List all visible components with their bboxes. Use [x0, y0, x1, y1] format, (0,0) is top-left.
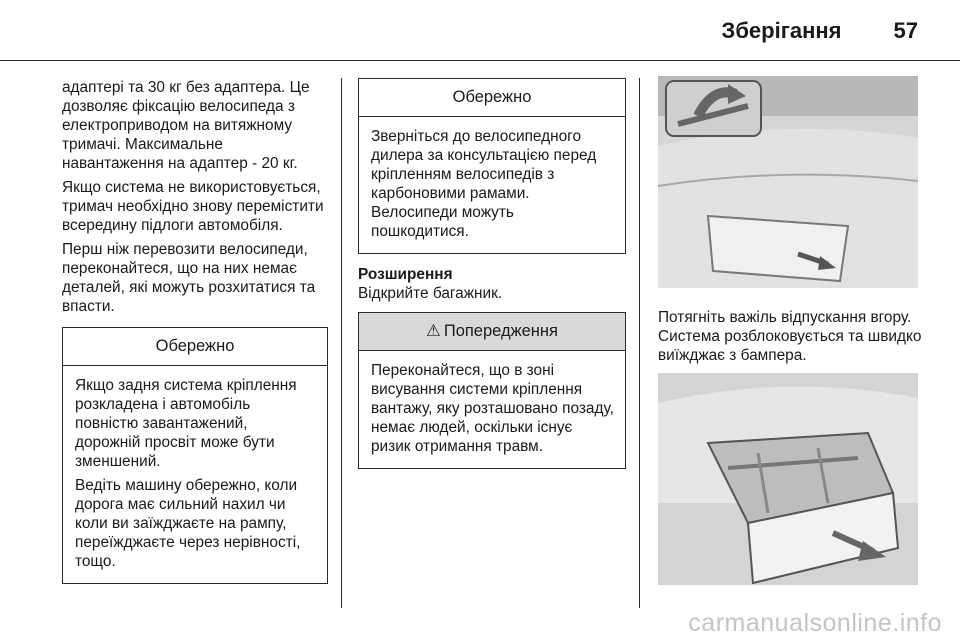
- column-3: [658, 76, 928, 585]
- illustration-extended-carrier: [658, 373, 918, 585]
- page-header: [722, 18, 918, 44]
- warning-triangle-icon: ⚠: [426, 322, 441, 340]
- warning-box: [358, 312, 626, 469]
- paragraph: Якщо система не використовується, тримач необхідно знову перемістити всередину підлоги автомобіля.: [62, 179, 324, 234]
- caution-text: Зверніться до велосипедного дилера за консультацією перед кріпленням велосипедів з карбоновими рамами. Велосипеди можуть пошкодитися.: [371, 128, 597, 240]
- caution-body: [63, 366, 327, 583]
- column-divider-1: [341, 78, 342, 608]
- header-rule: [0, 60, 960, 61]
- caution-heading: Обережно: [359, 79, 625, 117]
- illustration-release-lever: [658, 76, 918, 288]
- warning-body: [359, 351, 625, 468]
- caution-body: [359, 117, 625, 253]
- column-1: [62, 78, 328, 584]
- caution-text: Ведіть машину обережно, коли дорога має сильний нахил чи коли ви заїжджаєте на рампу, переїжджаєте через нерівності, тощо.: [75, 477, 301, 570]
- column-2: [358, 78, 626, 469]
- figure-caption: Потягніть важіль відпускання вгору. Система розблоковується та швидко виїжджає з бампера.: [658, 309, 922, 364]
- watermark: carmanualsonline.info: [688, 609, 942, 637]
- warning-text: Переконайтеся, що в зоні висування системи кріплення вантажу, яку розташовано позаду, немає людей, оскільки існує ризик отримання травм.: [371, 362, 614, 455]
- column-divider-2: [639, 78, 640, 608]
- caution-box: [62, 327, 328, 584]
- caution-text: Якщо задня система кріплення розкладена і автомобіль повністю завантажений, дорожній просвіт може бути зменшений.: [75, 377, 297, 470]
- warning-heading-text: Попередження: [443, 322, 558, 340]
- page-number: 57: [893, 18, 918, 43]
- caution-box: [358, 78, 626, 254]
- subheading-extension: Розширення: [358, 266, 453, 283]
- section-title: Зберігання: [721, 18, 842, 43]
- paragraph: Відкрийте багажник.: [358, 285, 503, 302]
- paragraph: Перш ніж перевозити велосипеди, переконайтеся, що на них немає деталей, які можуть розхитатися та впасти.: [62, 241, 316, 315]
- caution-heading: Обережно: [63, 328, 327, 366]
- warning-heading: [359, 313, 625, 351]
- paragraph: адаптері та 30 кг без адаптера. Це дозволяє фіксацію велосипеда з електроприводом на витяжному тримачі. Максимальне навантаження на адаптер - 20 кг.: [62, 79, 310, 172]
